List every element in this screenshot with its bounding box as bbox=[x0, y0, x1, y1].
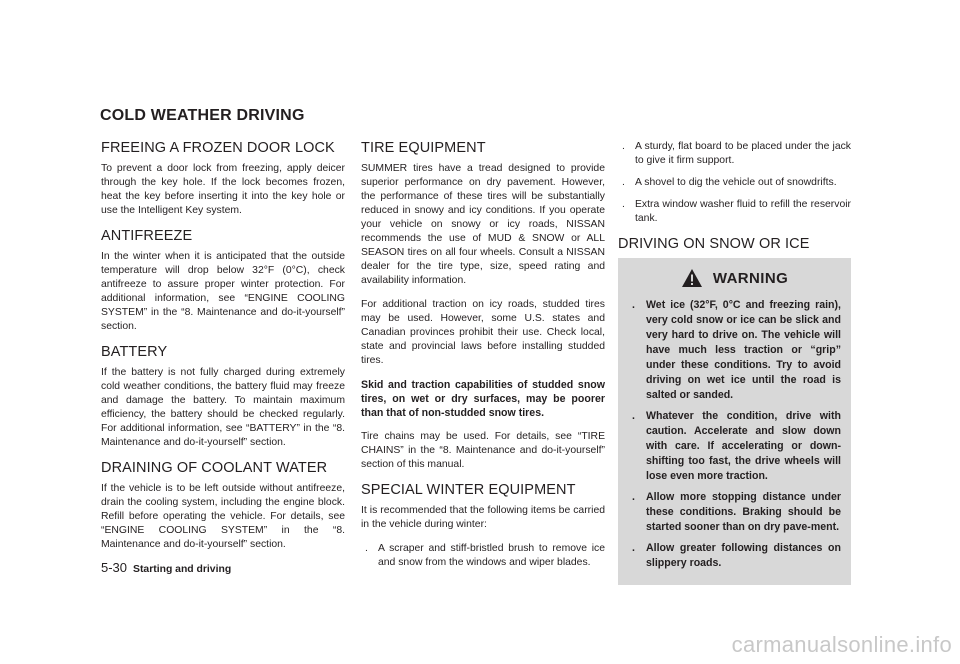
paragraph-winter-items-intro: It is recommended that the following items be carried in the vehicle during winter: bbox=[361, 505, 605, 530]
bullet-marker: . bbox=[632, 410, 635, 422]
paragraph-tire-chains: Tire chains may be used. For details, see “TIRE CHAINS” in the “8. Maintenance and do-it-yourself” section of this manual. bbox=[361, 431, 605, 470]
page-number: 5-30 bbox=[101, 560, 128, 575]
warning-item bbox=[628, 409, 841, 484]
warning-title: WARNING bbox=[712, 269, 789, 287]
list-item bbox=[618, 176, 851, 190]
winter-items-list-continued bbox=[618, 140, 851, 226]
paragraph-draining-coolant: If the vehicle is to be left outside without antifreeze, drain the cooling system, including the engine block. Refill before operating the vehicle. For details, see “ENGINE COOLING SYSTEM” in the “8. Maintenance and do-it-yourself” section. bbox=[101, 483, 345, 550]
list-item-text: Extra window washer fluid to refill the reservoir tank. bbox=[635, 199, 851, 224]
list-item bbox=[618, 140, 851, 168]
paragraph-battery: If the battery is not fully charged during extremely cold weather conditions, the battery fluid may freeze and damage the battery. To maintain maximum efficiency, the battery should be checked regularly. For additional information, see “BATTERY” in the “8. Maintenance and do-it-yourself” section. bbox=[101, 367, 345, 448]
bullet-marker: . bbox=[622, 199, 625, 210]
watermark: carmanualsonline.info bbox=[731, 632, 952, 657]
bullet-marker: . bbox=[622, 177, 625, 188]
list-item bbox=[361, 542, 605, 570]
section-heading-antifreeze: ANTIFREEZE bbox=[101, 228, 193, 244]
paragraph-frozen-door-lock: To prevent a door lock from freezing, apply deicer through the key hole. If the lock becomes frozen, heat the key before inserting it into the key hole or use the Intelligent Key system. bbox=[101, 163, 345, 216]
list-item bbox=[618, 198, 851, 226]
section-heading-draining-coolant: DRAINING OF COOLANT WATER bbox=[101, 460, 328, 476]
section-heading-frozen-door-lock: FREEING A FROZEN DOOR LOCK bbox=[101, 140, 335, 156]
column-left bbox=[101, 140, 345, 562]
list-item-text: A sturdy, flat board to be placed under the jack to give it firm support. bbox=[635, 141, 851, 166]
paragraph-studded-tires: For additional traction on icy roads, studded tires may be used. However, some U.S. states and Canadian provinces prohibit their use. Check local, state and provincial laws before installing studded tires. bbox=[361, 299, 605, 366]
warning-list bbox=[628, 298, 841, 571]
section-heading-driving-snow-ice: DRIVING ON SNOW OR ICE bbox=[618, 236, 810, 252]
paragraph-antifreeze: In the winter when it is anticipated that the outside temperature will drop below 32°F (0°C), check antifreeze to assure proper winter protection. For additional information, see “ENGINE COOLING SYSTEM” in the “8. Maintenance and do-it-yourself” section. bbox=[101, 251, 345, 332]
warning-item-text: Wet ice (32°F, 0°C and freezing rain), very cold snow or ice can be slick and very hard to drive on. The vehicle will have much less traction or “grip” under these conditions. Try to avoid driving on wet ice until the road is salted or sanded. bbox=[646, 299, 841, 401]
bullet-marker: . bbox=[622, 141, 625, 152]
footer-section-name: Starting and driving bbox=[133, 564, 232, 575]
list-item-text: A shovel to dig the vehicle out of snowdrifts. bbox=[635, 177, 837, 188]
list-item-text: A scraper and stiff-bristled brush to remove ice and snow from the windows and wiper blades. bbox=[378, 543, 605, 568]
warning-item-text: Allow more stopping distance under these conditions. Braking should be started sooner than on dry pave-ment. bbox=[646, 491, 841, 533]
page-title: COLD WEATHER DRIVING bbox=[100, 107, 305, 124]
bullet-marker: . bbox=[632, 542, 635, 554]
paragraph-summer-tires: SUMMER tires have a tread designed to provide superior performance on dry pavement. However, the performance of these tires will be substantially reduced in snowy and icy conditions. If you operate your vehicle on snowy or icy roads, NISSAN recommends the use of MUD & SNOW or ALL SEASON tires on all four wheels. Consult a NISSAN dealer for the tire type, size, speed rating and availability information. bbox=[361, 163, 605, 286]
warning-header bbox=[628, 268, 841, 288]
paragraph-studded-caution: Skid and traction capabilities of studded snow tires, on wet or dry surfaces, may be poorer than that of non-studded snow tires. bbox=[361, 379, 605, 419]
warning-box bbox=[618, 258, 851, 585]
warning-triangle-icon bbox=[681, 268, 703, 288]
bullet-marker: . bbox=[632, 299, 635, 311]
section-heading-tire-equipment: TIRE EQUIPMENT bbox=[361, 140, 486, 156]
bullet-marker: . bbox=[365, 543, 368, 554]
warning-item-text: Allow greater following distances on slippery roads. bbox=[646, 542, 841, 569]
bullet-marker: . bbox=[632, 491, 635, 503]
section-heading-special-winter-equipment: SPECIAL WINTER EQUIPMENT bbox=[361, 482, 576, 498]
warning-item bbox=[628, 298, 841, 403]
warning-item-text: Whatever the condition, drive with caution. Accelerate and slow down with care. If accelerating or down-shifting too fast, the drive wheels will lose even more traction. bbox=[646, 410, 841, 482]
column-middle bbox=[361, 140, 605, 578]
warning-item bbox=[628, 541, 841, 571]
column-right bbox=[618, 140, 851, 585]
section-heading-battery: BATTERY bbox=[101, 344, 168, 360]
warning-item bbox=[628, 490, 841, 535]
page-footer bbox=[101, 560, 231, 575]
winter-items-list bbox=[361, 542, 605, 570]
